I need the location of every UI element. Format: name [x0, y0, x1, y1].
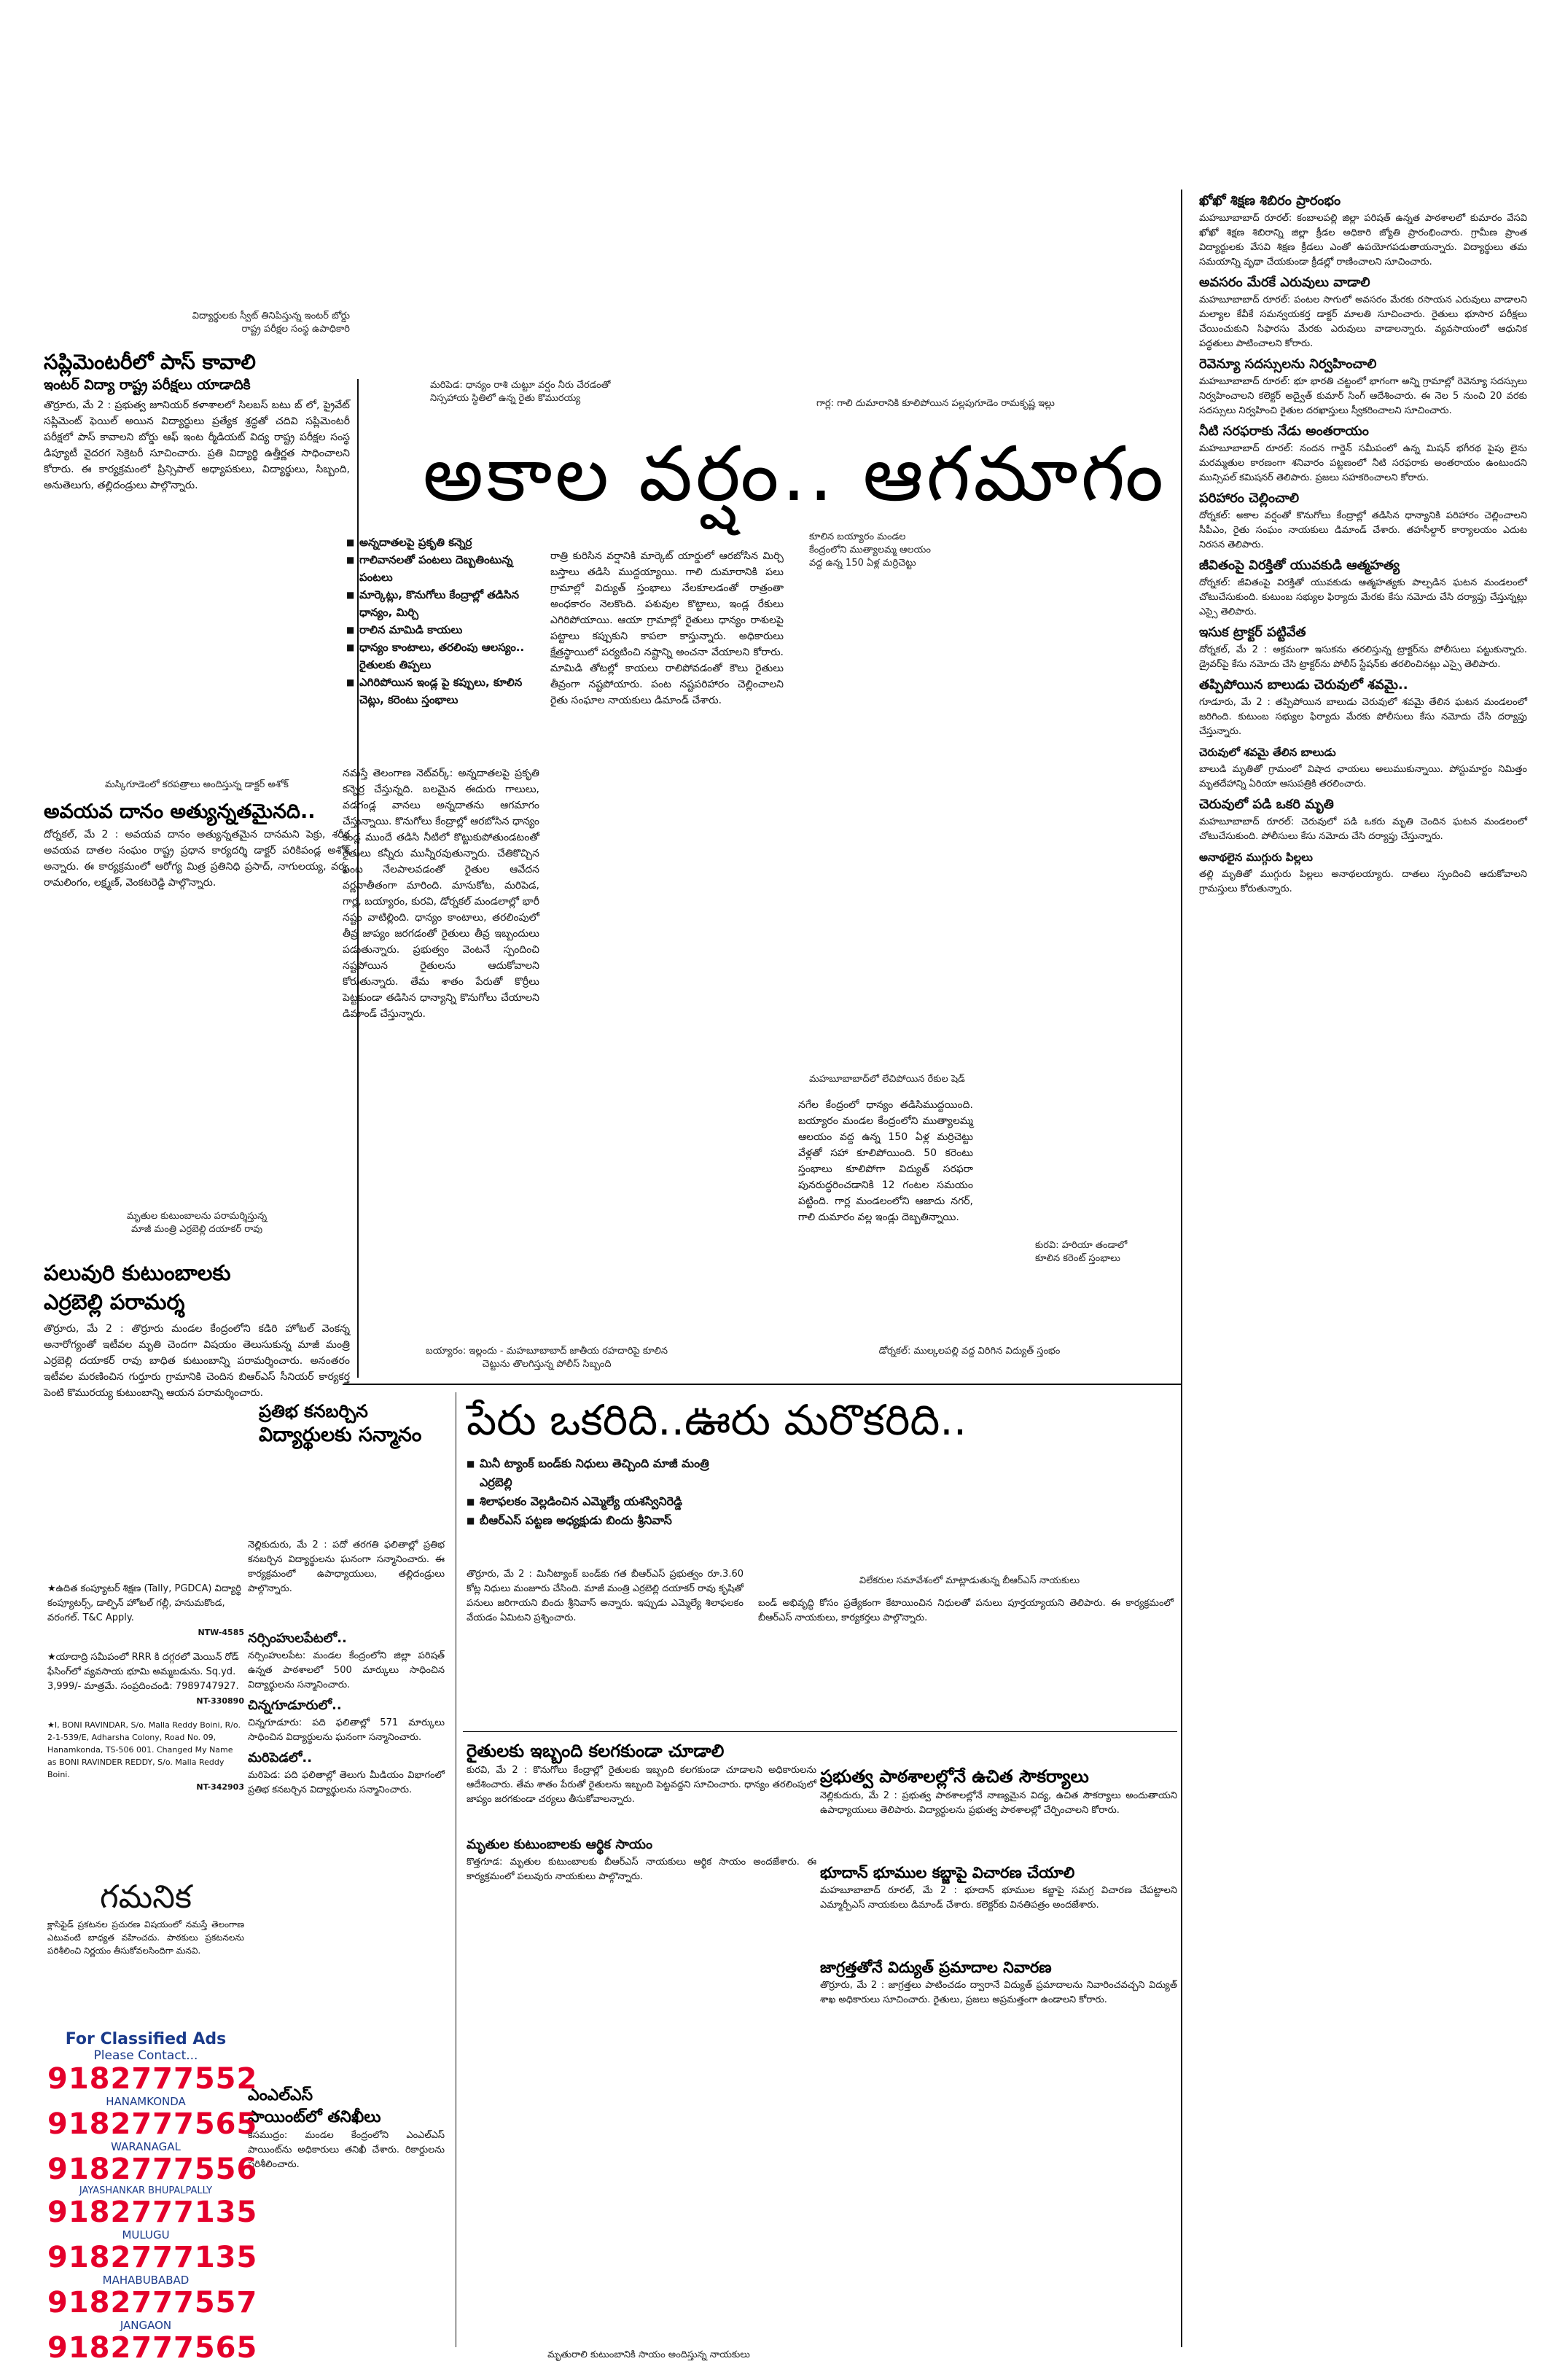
caption-line: బయ్యారం: ఇల్లందు - మహబూబాబాద్ జాతీయ రహదారిపై కూలిన — [425, 1346, 668, 1357]
photo-caption: విద్యార్థులకు స్వీట్ తినిపిస్తున్న ఇంటర్ బోర్డు — [192, 311, 350, 321]
bullet: ■ అన్నదాతలపై ప్రకృతి కన్నెర్ర — [346, 534, 532, 551]
subheadline: ఇంటర్ విద్యా రాష్ట్ర పరీక్షలు యాడాదికి — [44, 377, 251, 393]
bullet: ■ ఎగిరిపోయిన ఇండ్ల పై కప్పులు, కూలిన చెట్లు, కరెంటు స్తంభాలు — [346, 674, 532, 709]
story-body: దోర్నకల్, మే 2 : అక్రమంగా ఇసుకను తరలిస్తున్న ట్రాక్టర్‌ను పోలీసులు పట్టుకున్నారు. డ్రైవర్‌పై కేసు నమోదు చేసి ట్రాక్టర్‌ను పోలీస్ స్టేషన్‌కు తరలించినట్లు ఎస్సై తెలిపారు. — [1199, 644, 1527, 670]
news-brief — [1199, 274, 1527, 351]
column-divider — [1181, 190, 1182, 2347]
ad-text: ★యాదాద్రి సమీపంలో RRR కి దగ్గరలో మెయిన్ రోడ్ ఫేసింగ్‌లో వ్యవసాయ భూమి అమ్మబడును. Sq.yd. 3,999/- మాత్రమే. సంప్రదించండి: 7989747927. — [47, 1652, 239, 1692]
top-left-story — [44, 310, 350, 493]
caption-line: మరిపెడ: ధాన్యం రాశి చుట్టూ వర్షం నీరు చేరడంతో — [430, 380, 611, 391]
story-body: తల్లి మృతితో ముగ్గురు పిల్లలు అనాథలయ్యారు. దాతలు స్పందించి ఆదుకోవాలని గ్రామస్తులు కోరుతున్నారు. — [1199, 869, 1527, 894]
felicitation-sub — [248, 1626, 445, 1798]
ad-code: NT-342903 — [196, 1782, 244, 1792]
section-divider — [463, 1731, 1177, 1732]
phone-number[interactable]: 9182777552 — [47, 2062, 258, 2096]
caption-line: కురవి: హరియా తండాలో — [1035, 1240, 1128, 1251]
photo-caption: విలేకరుల సమావేశంలో మాట్లాడుతున్న బీఆర్ఎస్ నాయకులు — [859, 1575, 1080, 1586]
headline: జాగ్రత్తతోనే విద్యుత్ ప్రమాదాల నివారణ — [820, 1959, 1052, 1976]
headline: ఎర్రబెల్లి పరామర్శ — [44, 1290, 185, 1314]
headline: పలువురి కుటుంబాలకు — [44, 1260, 231, 1285]
phone-number[interactable]: 9182777556 — [47, 2153, 258, 2186]
phone-place: MULUGU — [122, 2228, 170, 2242]
classified-ad — [47, 1650, 244, 1709]
right-news-column — [1199, 188, 1527, 897]
organ-donation-story — [44, 779, 350, 891]
caption-line: వద్ద ఉన్న 150 ఏళ్ల మర్రిచెట్టు — [809, 558, 916, 569]
phone-place: JAYASHANKAR BHUPALPALLY — [79, 2185, 213, 2196]
photo-caption — [343, 1345, 751, 1371]
ad-code: NT-330890 — [196, 1696, 244, 1706]
phone-number[interactable]: 9182777135 — [47, 2196, 258, 2229]
contact-subtitle: Please Contact... — [93, 2048, 198, 2063]
story-body: మహబూబాబాద్ రూరల్: కంబాలపల్లి జిల్లా పరిషత్ ఉన్నత పాఠశాలలో కుమారం వేసవి ఖోఖో శిక్షణ శిబిరాన్ని జిల్లా క్రీడల అధికారి జ్యోతి ప్రారంభించారు. గ్రామీణ ప్రాంత విద్యార్థులకు వేసవి శిక్షణ క్రీడలు ఎంతో ఉపయోగపడుతాయన్నారు. విద్యార్థులు తమ సమయాన్ని వృథా చేయకుండా క్రీడల్లో రాణించాలని సూచించారు. — [1199, 213, 1527, 268]
ad-text: ★ఉదిత కంప్యూటర్ శిక్షణ (Tally, PGDCA) విద్యార్థి కంప్యూటర్స్, డాల్ఫిన్ హోటల్ గల్లీ, హనుమకొండ, వరంగల్. T&C Apply. — [47, 1583, 242, 1623]
contact-title: For Classified Ads — [65, 2030, 227, 2048]
photo-caption: రాష్ట్ర పరీక్షల సంస్థ ఉపాధికారి — [241, 324, 350, 335]
headline: తప్పిపోయిన బాలుడు చెరువులో శవమై.. — [1199, 677, 1408, 692]
phone-number[interactable]: 9182777135 — [47, 2241, 258, 2274]
story-body: మహబూబాబాద్ రూరల్: చెరువులో పడి ఒకరు మృతి చెందిన ఘటన మండలంలో చోటుచేసుకుంది. పోలీసులు కేసు నమోదు చేసి దర్యాప్తు చేస్తున్నారు. — [1199, 816, 1527, 842]
story-body: తొర్రూరు, మే 2 : ప్రభుత్వ జూనియర్ కళాశాలలో సిలబస్ బటు బ్ లో, ప్రైవేట్ సప్లిమెంట్ ఫెయిల్ అయిన విద్యార్థులు ప్రత్యేక శ్రద్ధతో చదివి సప్లిమెంటరీ పరీక్షలో పాస్ కావాలని బోర్డు ఆఫ్ ఇంట ర్మీడియట్ విద్య రాష్ట్ర పరీక్షల సంస్థ డిప్యూటీ వైదరగ సెక్రెటరీ సూచించారు. ప్రతి విద్యార్థి ఉత్తీర్ణత సాధించాలని కోరారు. ఈ కార్యక్రమంలో ప్రిన్సిపాల్ అధ్యాపకులు, విద్యార్థులు, సిబ్బంది, అనుతెలుగు, తల్లిదండ్రులు పాల్గొన్నారు. — [44, 399, 350, 491]
phone-place: JANGAON — [120, 2319, 172, 2332]
school-story — [820, 1764, 1177, 2008]
classified-contact — [47, 2030, 258, 2365]
photo-caption: మహబూబాబాద్‌లో లేచిపోయిన రేకుల షెడ్ — [809, 1074, 965, 1085]
news-brief — [1199, 848, 1527, 897]
section-divider — [343, 1384, 1181, 1385]
classified-ad — [47, 1582, 244, 1640]
headline: ప్రతిభ కనబర్చిన — [259, 1401, 368, 1421]
classified-ads — [47, 1582, 244, 1793]
headline: ప్రభుత్వ పాఠశాలల్లోనే ఉచిత సౌకర్యాలు — [820, 1766, 1089, 1787]
notice-title: గమనిక — [99, 1878, 192, 1916]
story-body: బాలుడి మృతితో గ్రామంలో విషాద ఛాయలు అలుముకున్నాయి. పోస్టుమార్టం నిమిత్తం మృతదేహాన్ని ఏరియా ఆసుపత్రికి తరలించారు. — [1199, 764, 1527, 789]
phone-place: WARANAGAL — [111, 2140, 181, 2153]
news-brief — [1199, 423, 1527, 485]
main-body-col2: రాత్రి కురిసిన వర్షానికి మార్కెట్ యార్డులో ఆరబోసిన మిర్చి బస్తాలు తడిసి ముద్దయ్యాయి. గాలి దుమారానికి పలు గ్రామాల్లో విద్యుత్ స్తంభాలు నేలకూలడంతో రాత్రంతా అంధకారం నెలకొంది. పశువుల కొట్టాలు, ఇండ్ల రేకులు ఎగిరిపోయాయి. ఆయా గ్రామాల్లో రైతులు ధాన్యం రాశులపై పట్టాలు కప్పుకుని కాపలా కాస్తున్నారు. అధికారులు క్షేత్రస్థాయిలో పర్యటించి నష్టాన్ని అంచనా వేయాలని కోరారు. మామిడి తోటల్లో కాయలు రాలిపోవడంతో కౌలు రైతులు తీవ్రంగా నష్టపోయారు. పంట నష్టపరిహారం చెల్లించాలని రైతు సంఘాల నాయకులు డిమాండ్ చేశారు. — [550, 550, 784, 706]
headline: ఎంఎల్ఎస్ — [248, 2086, 313, 2104]
headline: రెవెన్యూ సదస్సులను నిర్వహించాలి — [1199, 356, 1377, 372]
phone-place: MAHABUBABAD — [102, 2274, 190, 2287]
story-body: మరిపెడ: పది ఫలితాల్లో తెలుగు మీడియం విభాగంలో ప్రతిభ కనబర్చిన విద్యార్థులను సన్మానించారు. — [248, 1770, 445, 1795]
headline: చెరువులో పడి ఒకరి మృతి — [1199, 797, 1334, 812]
story-body: గూడూరు, మే 2 : తప్పిపోయిన బాలుడు చెరువులో శవమై తేలిన ఘటన మండలంలో జరిగింది. కుటుంబ సభ్యుల ఫిర్యాదు మేరకు పోలీసులు కేసు నమోదు చేసి దర్యాప్తు చేస్తున్నారు. — [1199, 697, 1527, 737]
main-body-col1: నమస్తే తెలంగాణ నెట్‌వర్క్: అన్నదాతలపై ప్రకృతి కన్నెర్ర చేస్తున్నది. బలమైన ఈదురు గాలులు, వడగండ్ల వానలు అన్నదాతను ఆగమాగం చేస్తున్నాయి. కొనుగోలు కేంద్రాల్లో ఆరబోసిన ధాన్యం కండ్ల ముందే తడిసి నీటిలో కొట్టుకుపోతుండటంతో రైతులు కన్నీరు మున్నీరవుతున్నారు. చేతికొచ్చిన పంట నేలపాలవడంతో రైతుల ఆవేదన వర్ణనాతీతంగా మారింది. మానుకోట, మరిపెడ, గార్ల, బయ్యారం, కురవి, డోర్నకల్ మండలాల్లో భారీ నష్టం వాటిల్లింది. ధాన్యం కాంటాలు, తరలింపులో తీవ్ర జాప్యం జరగడంతో రైతులు తీవ్ర ఇబ్బందులు పడుతున్నారు. ప్రభుత్వం వెంటనే స్పందించి నష్టపోయిన రైతులను ఆదుకోవాలని కోరుతున్నారు. తేమ శాతం పేరుతో కొర్రీలు పెట్టకుండా తడిసిన ధాన్యాన్ని కొనుగోలు చేయాలని డిమాండ్ చేస్తున్నారు. — [343, 768, 539, 1020]
headline: భూదాన్ భూముల కబ్జాపై విచారణ చేయాలి — [820, 1864, 1075, 1881]
notice-box — [47, 1877, 244, 1957]
headline: పరిహారం చెల్లించాలి — [1199, 491, 1300, 506]
story-body: తొర్రూరు, మే 2 : తొర్రూరు మండల కేంద్రంలోని కడిరి హోటల్ వెంకన్న అనారోగ్యంతో ఇటీవల మృతి చెందగా విషయం తెలుసుకున్న మాజీ మంత్రి ఎర్రబెల్లి దయాకర్ రావు బాధిత కుటుంబాన్ని పరామర్శించారు. అనంతరం ఇటీవల మరణించిన గుర్తూరు గ్రామానికి చెందిన బిఆర్ఎస్ సీనియర్ కార్యకర్త పెంటి కొమురయ్య కుటుంబాన్ని ఆయన పరామర్శించారు. — [44, 1323, 350, 1399]
story-body: కేసముద్రం: మండల కేంద్రంలోని ఎంఎల్ఎస్ పాయింట్‌ను అధికారులు తనిఖీ చేశారు. రికార్డులను పరిశీలించారు. — [248, 2130, 445, 2170]
news-brief — [1199, 557, 1527, 620]
story-body: దోర్నకల్, మే 2 : అవయవ దానం అత్యున్నతమైన దానమని పెక్రు, శరీర అవయవ దాతల సంఘం రాష్ట్ర ప్రధాన కార్యదర్శి డాక్టర్ పరికిపండ్ల అశోక్ అన్నారు. ఈ కార్యక్రమంలో ఆరోగ్య మిత్ర ప్రతినిధి ప్రసాద్, నాగులయ్య, వర్మ, రామలింగం, లక్ష్మణ్, వెంకటరెడ్డి పాల్గొన్నారు. — [44, 829, 350, 889]
story-body: కొత్తగూడ: మృతుల కుటుంబాలకు బీఆర్ఎస్ నాయకులు ఆర్థిక సాయం అందజేశారు. ఈ కార్యక్రమంలో పలువురు నాయకులు పాల్గొన్నారు. — [467, 1857, 816, 1882]
story-body: బండ్ అభివృద్ధి కోసం ప్రత్యేకంగా కేటాయించిన నిధులతో పనులు పూర్తయ్యాయని తెలిపారు. ఈ కార్యక్రమంలో బీఆర్ఎస్ నాయకులు, కార్యకర్తలు పాల్గొన్నారు. — [758, 1598, 1174, 1623]
headline: సప్లిమెంటరీలో పాస్ కావాలి — [44, 350, 256, 374]
story-body: మహబూబాబాద్ రూరల్, మే 2 : భూదాన్ భూముల కబ్జాపై సమగ్ర విచారణ చేపట్టాలని ఎమ్మార్పీఎస్ నాయకులు డిమాండ్ చేశారు. కలెక్టర్‌కు వినతిపత్రం అందజేశారు. — [820, 1885, 1177, 1911]
caption-line: కేంద్రంలోని ముత్యాలమ్మ ఆలయం — [809, 545, 931, 555]
photo-caption: గార్ల: గాలి దుమారానికి కూలిపోయిన పల్లపుగూడెం రామకృష్ణ ఇల్లు — [816, 398, 1055, 409]
news-brief — [1199, 796, 1527, 844]
phone-place: HANAMKONDA — [106, 2095, 186, 2108]
headline: మరిపెడలో.. — [248, 1750, 313, 1766]
headline: జీవితంపై విరక్తితో యువకుడి ఆత్మహత్య — [1199, 558, 1400, 573]
farmers-story — [467, 1739, 816, 1884]
story-body: మహబూబాబాద్ రూరల్: నందన గార్డెన్ సమీపంలో ఉన్న మిషన్ భగీరథ పైపు లైను మరమ్మతుల కారణంగా శనివారం పట్టణంలో నీటి సరఫరాకు అంతరాయం ఉంటుందని మున్సిపల్ కమిషనర్ తెలిపారు. ప్రజలు సహకరించాలని కోరారు. — [1199, 443, 1527, 483]
main-body-col3: నగేల కేంద్రంలో ధాన్యం తడిసిముద్దయింది. బయ్యారం మండల కేంద్రంలోని ముత్యాలమ్మ ఆలయం వద్ద ఉన్న 150 ఏళ్ల మర్రిచెట్టు వేళ్లతో సహా కూలిపోయింది. 50 కరెంటు స్తంభాలు కూలిపోగా విద్యుత్ సరఫరా పునరుద్ధరించడానికి 12 గంటల సమయం పట్టింది. గార్ల మండలంలోని ఆజాదు నగర్, గాలి దుమారం వల్ల ఇండ్లు దెబ్బతిన్నాయి. — [798, 1099, 973, 1223]
bullet: ■ ధాన్యం కాంటాలు, తరలింపు ఆలస్యం.. రైతులకు తిప్పలు — [346, 639, 532, 674]
headline: నీటి సరఫరాకు నేడు అంతరాయం — [1199, 424, 1369, 439]
caption-line: కూలిన కరెంట్ స్తంభాలు — [1035, 1253, 1120, 1264]
big-bullets — [467, 1454, 729, 1530]
main-bullets — [346, 534, 532, 709]
bullet: ■ బీఆర్ఎస్ పట్టణ అధ్యక్షుడు బిందు శ్రీనివాస్ — [467, 1511, 729, 1530]
bullet: ■ శిలాఫలకం వెల్లడించిన ఎమ్మెల్యే యశస్వినిరెడ్డి — [467, 1492, 729, 1511]
news-brief — [1199, 356, 1527, 418]
story-body: తొర్రూరు, మే 2 : మినీట్యాంక్ బండ్‌కు గత బీఆర్ఎస్ ప్రభుత్వం రూ.3.60 కోట్ల నిధులు మంజూరు చేసింది. మాజీ మంత్రి ఎర్రబెల్లి దయాకర్ రావు కృషితో పనులు జరిగాయని బిందు శ్రీనివాస్ అన్నారు. ఇప్పుడు ఎమ్మెల్యే శిలాఫలకం వేయడం ఏమిటని ప్రశ్నించారు. — [467, 1569, 744, 1623]
photo-caption: మృతుల కుటుంబాలను పరామర్శిస్తున్న — [126, 1211, 268, 1222]
caption-line: నిస్సహాయ స్థితిలో ఉన్న రైతు కొమురయ్య — [430, 393, 581, 404]
headline: పాయింట్‌లో తనిఖీలు — [248, 2108, 381, 2126]
news-brief — [1199, 744, 1527, 792]
headline: నర్సింహులపేటలో.. — [248, 1631, 347, 1646]
story-body: చిన్నగూడూరు: పది ఫలితాల్లో 571 మార్కులు సాధించిన విద్యార్థులను ఘనంగా సన్మానించారు. — [248, 1717, 445, 1743]
photo-caption: మస్కిగూడెంలో కరపత్రాలు అందిస్తున్న డాక్టర్ అశోక్ — [105, 779, 289, 790]
story-body: కురవి, మే 2 : కొనుగోలు కేంద్రాల్లో రైతులకు ఇబ్బంది కలగకుండా చూడాలని అధికారులను ఆదేశించారు. తేమ శాతం పేరుతో రైతులను ఇబ్బంది పెట్టవద్దని సూచించారు. ధాన్యం తరలింపులో జాప్యం జరగకుండా చర్యలు తీసుకోవాలన్నారు. — [467, 1765, 816, 1805]
phone-number[interactable]: 9182777557 — [47, 2286, 258, 2319]
phone-number[interactable]: 9182777565 — [47, 2107, 258, 2141]
story-body: నెల్లికుదురు, మే 2 : ప్రభుత్వ పాఠశాలల్లోనే నాణ్యమైన విద్య, ఉచిత సౌకర్యాలు అందుతాయని ఉపాధ్యాయులు తెలిపారు. విద్యార్థులను ప్రభుత్వ పాఠశాలల్లో చేర్పించాలని కోరారు. — [820, 1790, 1177, 1816]
headline: మృతుల కుటుంబాలకు ఆర్థిక సాయం — [467, 1837, 653, 1852]
news-brief — [1199, 624, 1527, 672]
felicitation-story — [259, 1400, 463, 1448]
bullet: ■ మార్కెట్లు, కొనుగోలు కేంద్రాల్లో తడిసిన ధాన్యం, మిర్చి — [346, 586, 532, 621]
story-body: మహబూబాబాద్ రూరల్: పంటల సాగులో అవసరం మేరకు రసాయన ఎరువులు వాడాలని మల్యాల కేవీకే సమన్వయకర్త డాక్టర్ మాలతి సూచించారు. రైతులు భూసార పరీక్షలు చేయించుకుని సిఫారసు మేరకు ఎరువులు వాడాలన్నారు. వ్యవసాయంలో ఆధునిక పద్ధతులు పాటించాలని కోరారు. — [1199, 294, 1527, 349]
classified-ad — [47, 1719, 244, 1793]
headline: ఇసుక ట్రాక్టర్ పట్టివేత — [1199, 625, 1306, 640]
photo-caption — [809, 531, 984, 570]
story-body: నర్సింహులపేట: మండల కేంద్రంలోని జిల్లా పరిషత్ ఉన్నత పాఠశాలలో 500 మార్కులు సాధించిన విద్యార్థులను సన్మానించారు. — [248, 1650, 445, 1690]
headline: చిన్నగూడూరులో.. — [248, 1698, 342, 1713]
ad-code: NTW-4585 — [198, 1628, 244, 1637]
mls-story — [248, 2085, 445, 2172]
big-headline: పేరు ఒకరిది..ఊరు మరొకరిది.. — [467, 1395, 967, 1445]
photo-caption: మృతురాలి కుటుంబానికి సాయం అందిస్తున్న నాయకులు — [547, 2349, 750, 2360]
news-brief — [1199, 192, 1527, 270]
main-headline: అకాల వర్షం.. ఆగమాగం — [423, 429, 1167, 518]
headline: చెరువులో శవమై తేలిన బాలుడు — [1199, 746, 1336, 759]
news-brief — [1199, 490, 1527, 553]
condolence-story — [44, 1210, 350, 1401]
headline: రైతులకు ఇబ్బంది కలగకుండా చూడాలి — [467, 1741, 725, 1761]
photo-caption — [430, 379, 736, 405]
photo-caption: డోర్నకల్: ముల్కలపల్లి వద్ద విరిగిన విద్యుత్ స్తంభం — [878, 1346, 1061, 1357]
headline: విద్యార్థులకు సన్మానం — [259, 1424, 422, 1446]
headline: అవయవ దానం అత్యున్నతమైనది.. — [44, 800, 316, 823]
phone-number[interactable]: 9182777565 — [47, 2331, 258, 2365]
headline: అనాథలైన ముగ్గురు పిల్లలు — [1199, 851, 1313, 864]
photo-caption: మాజీ మంత్రి ఎర్రబెల్లి దయాకర్ రావు — [130, 1224, 263, 1235]
story-body: దోర్నకల్: జీవితంపై విరక్తితో యువకుడు ఆత్మహత్యకు పాల్పడిన ఘటన మండలంలో చోటుచేసుకుంది. కుటుంబ సభ్యుల ఫిర్యాదు మేరకు కేసు నమోదు చేసి దర్యాప్తు చేస్తున్నట్లు ఎస్సై తెలిపారు. — [1199, 577, 1527, 617]
headline: ఖోఖో శిక్షణ శిబిరం ప్రారంభం — [1199, 193, 1341, 208]
photo-caption — [1035, 1239, 1181, 1265]
headline: అవసరం మేరకే ఎరువులు వాడాలి — [1199, 275, 1370, 290]
story-body: తొర్రూరు, మే 2 : జాగ్రత్తలు పాటించడం ద్వారానే విద్యుత్ ప్రమాదాలను నివారించవచ్చని విద్యుత్ శాఖ అధికారులు సూచించారు. రైతులు, ప్రజలు అప్రమత్తంగా ఉండాలని కోరారు. — [820, 1980, 1177, 2005]
caption-line: కూలిన బయ్యారం మండల — [809, 531, 906, 542]
notice-body: క్లాసిఫైడ్ ప్రకటనల ప్రచురణ విషయంలో నమస్తే తెలంగాణ ఎటువంటి బాధ్యత వహించదు. పాఠకులు ప్రకటనలను పరిశీలించి నిర్ణయం తీసుకోవలసిందిగా మనవి. — [47, 1919, 244, 1956]
story-body: దోర్నకల్: అకాల వర్షంతో కొనుగోలు కేంద్రాల్లో తడిసిన ధాన్యానికి పరిహారం చెల్లించాలని సీపీఎం, రైతు సంఘం నాయకులు డిమాండ్ చేశారు. తహసీల్దార్ కార్యాలయం ఎదుట నిరసన తెలిపారు. — [1199, 510, 1527, 550]
bullet: ■ రాలిన మామిడి కాయలు — [346, 621, 532, 639]
bullet: ■ గాలివానలతో పంటలు దెబ్బతింటున్న పంటలు — [346, 551, 532, 586]
story-body: మహబూబాబాద్ రూరల్: భూ భారతి చట్టంలో భాగంగా అన్ని గ్రామాల్లో రెవెన్యూ సదస్సులు నిర్వహించాలని కలెక్టర్ అద్వైత్ కుమార్ సింగ్ ఆదేశించారు. ఈ నెల 5 నుంచి 20 వరకు సదస్సులు నిర్వహించి రైతుల దరఖాస్తులు స్వీకరించాలని సూచించారు. — [1199, 376, 1527, 416]
ad-text: ★I, BONI RAVINDAR, S/o. Malla Reddy Boini, R/o. 2-1-539/E, Adharsha Colony, Road No. 09, Hanamkonda, TS-506 001. Changed My Name as BONI RAVINDER REDDY, S/o. Malla Reddy Boini. — [47, 1720, 241, 1779]
story-body: నెల్లికుదురు, మే 2 : పదో తరగతి ఫలితాల్లో ప్రతిభ కనబర్చిన విద్యార్థులను ఘనంగా సన్మానించారు. ఈ కార్యక్రమంలో ఉపాధ్యాయులు, తల్లిదండ్రులు పాల్గొన్నారు. — [248, 1540, 445, 1594]
bullet: ■ మినీ ట్యాంక్ బండ్‌కు నిధులు తెచ్చింది మాజీ మంత్రి ఎర్రబెల్లి — [467, 1454, 729, 1492]
caption-line: చెట్టును తొలగిస్తున్న పోలీస్ సిబ్బంది — [482, 1359, 612, 1370]
news-brief — [1199, 676, 1527, 739]
